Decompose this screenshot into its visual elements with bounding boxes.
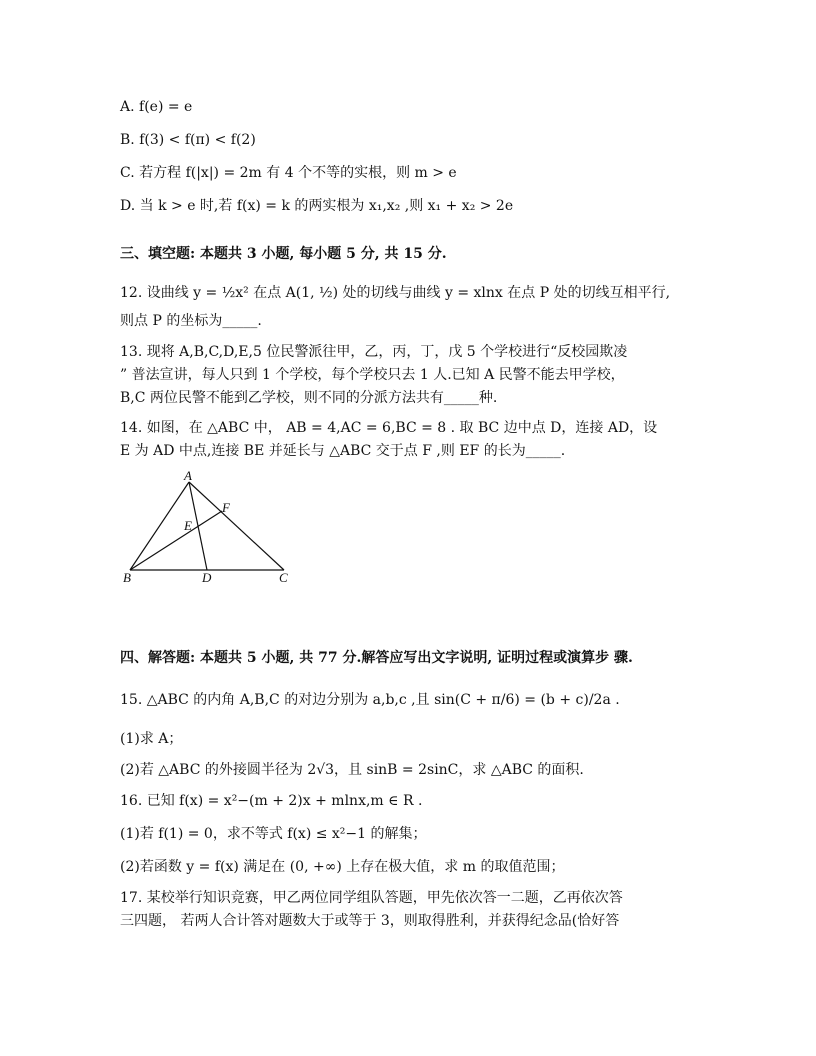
side-ab (130, 482, 189, 570)
question-17-line-2: 三四题， 若两人合计答对题数大于或等于 3，则取得胜利，并获得纪念品(恰好答 (120, 913, 620, 929)
question-14-line-2: E 为 AD 中点,连接 BE 并延长与 △ABC 交于点 F ,则 EF 的长为_____. (120, 443, 566, 459)
section-3-heading: 三、填空题: 本题共 3 小题, 每小题 5 分, 共 15 分. (120, 246, 447, 262)
question-15-line-1: 15. △ABC 的内角 A,B,C 的对边分别为 a,b,c ,且 sin(C + π/6) = (b + c)/2a . (120, 692, 620, 708)
question-12-line-2: 则点 P 的坐标为_____. (120, 313, 262, 329)
question-16-part-2: (2)若函数 y = f(x) 满足在 (0, +∞) 上存在极大值，求 m 的取值范围； (120, 859, 565, 875)
question-15-part-1: (1)求 A； (120, 731, 183, 747)
question-16-part-1: (1)若 f(1) = 0，求不等式 f(x) ≤ x²−1 的解集； (120, 826, 427, 842)
segment-bf (130, 511, 222, 570)
question-17-line-1: 17. 某校举行知识竞赛，甲乙两位同学组队答题，甲先依次答一二题，乙再依次答 (120, 890, 623, 906)
label-c: C (279, 570, 288, 585)
question-15-part-2: (2)若 △ABC 的外接圆半径为 2√3，且 sinB = 2sinC，求 △ABC 的面积. (120, 762, 584, 778)
option-c: C. 若方程 f(|x|) = 2m 有 4 个不等的实根，则 m > e (120, 165, 457, 181)
option-d: D. 当 k > e 时,若 f(x) = k 的两实根为 x₁,x₂ ,则 x₁ + x₂ > 2e (120, 198, 514, 214)
triangle-figure (118, 470, 308, 588)
question-13-line-1: 13. 现将 A,B,C,D,E,5 位民警派往甲，乙，丙，丁，戊 5 个学校进行“反校园欺凌 (120, 344, 628, 360)
question-13-line-3: B,C 两位民警不能到乙学校，则不同的分派方法共有_____种. (120, 390, 498, 406)
question-12-line-1: 12. 设曲线 y = ½x² 在点 A(1, ½) 处的切线与曲线 y = xlnx 在点 P 处的切线互相平行, (120, 285, 671, 301)
label-d: D (202, 570, 212, 585)
option-a: A. f(e) = e (120, 99, 193, 115)
side-ac (189, 482, 284, 570)
label-f: F (222, 500, 230, 515)
option-b: B. f(3) < f(π) < f(2) (120, 132, 256, 148)
triangle-diagram (118, 470, 308, 588)
question-13-line-2: ” 普法宣讲，每人只到 1 个学校，每个学校只去 1 人.已知 A 民警不能去甲学校， (120, 367, 625, 383)
question-16-line-1: 16. 已知 f(x) = x²−(m + 2)x + mlnx,m ∈ R . (120, 793, 423, 809)
section-4-heading: 四、解答题: 本题共 5 小题, 共 77 分.解答应写出文字说明, 证明过程或演算步 骤. (120, 650, 633, 666)
label-a: A (184, 470, 192, 483)
label-b: B (123, 570, 131, 585)
label-e: E (184, 518, 192, 533)
question-14-line-1: 14. 如图，在 △ABC 中， AB = 4,AC = 6,BC = 8 . 取 BC 边中点 D，连接 AD，设 (120, 420, 658, 436)
